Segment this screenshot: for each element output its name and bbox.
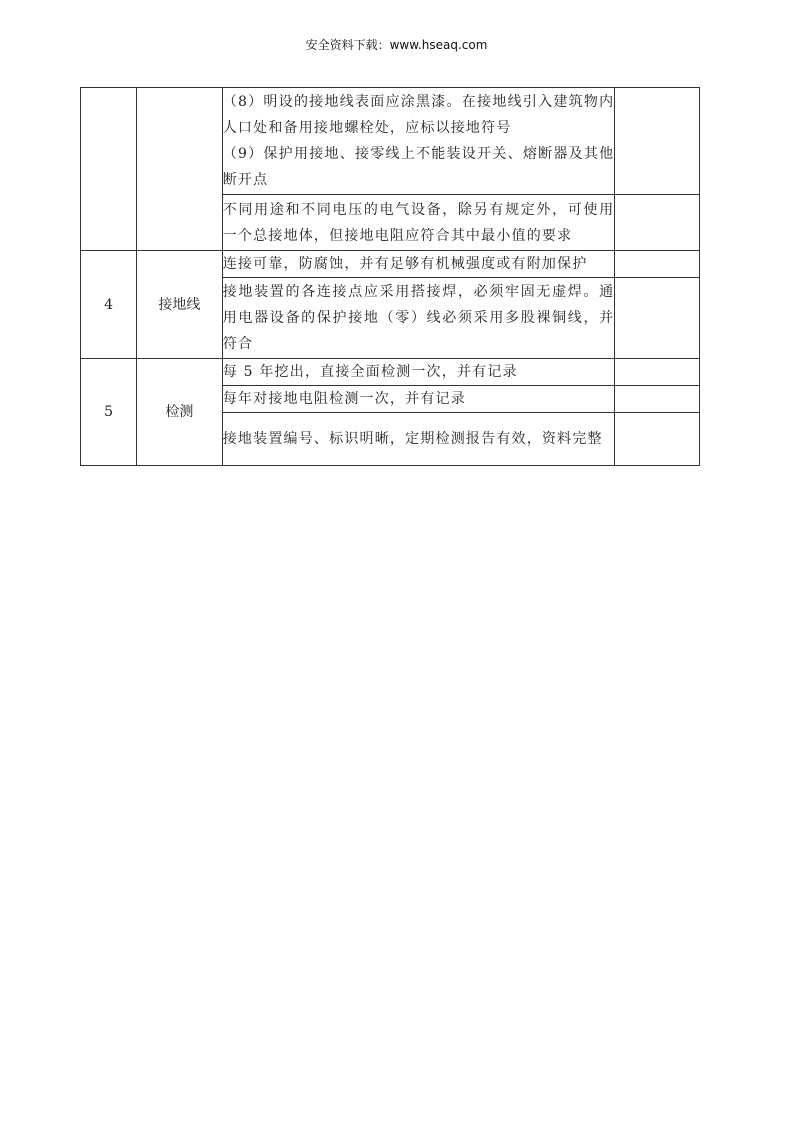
requirement-cell [222,88,615,195]
result-cell[interactable] [615,195,700,251]
table-row [81,251,700,278]
result-cell[interactable] [615,359,700,386]
requirement-text: 接地装置编号、标识明晰，定期检测报告有效，资料完整 [222,431,603,447]
inspection-table [80,87,700,466]
requirement-text: （8）明设的接地线表面应涂黑漆。在接地线引入建筑物内人口处和备用接地螺栓处，应标以接地符号 （9）保护用接地、接零线上不能装设开关、熔断器及其他断开点 [222,94,615,188]
page-header: 安全资料下载：www.hseaq.com [305,38,488,52]
requirement-text: 每 5 年挖出，直接全面检测一次，并有记录 [222,364,518,380]
row-item-cell: 接地线 [137,251,223,359]
requirement-text: 连接可靠，防腐蚀，并有足够有机械强度或有附加保护 [222,256,588,272]
result-cell[interactable] [615,88,700,195]
row-item-cell: 检测 [137,359,223,466]
requirement-cell [222,278,615,359]
result-cell[interactable] [615,413,700,466]
row-item-cell [137,88,223,251]
row-number-cell [81,88,137,251]
requirement-text: 不同用途和不同电压的电气设备，除另有规定外，可使用一个总接地体，但接地电阻应符合其中最小值的要求 [222,201,615,244]
row-number-cell: 4 [81,251,137,359]
table-row [81,88,700,195]
requirement-text: 接地装置的各连接点应采用搭接焊，必须牢固无虚焊。通用电器设备的保护接地（零）线必须采用多股裸铜线，并符合 [222,284,615,352]
table-row [81,359,700,386]
result-cell[interactable] [615,386,700,413]
row-number-cell: 5 [81,359,137,466]
requirement-cell [222,386,615,413]
requirement-cell [222,251,615,278]
requirement-text: 每年对接地电阻检测一次，并有记录 [222,391,466,407]
requirement-cell [222,195,615,251]
result-cell[interactable] [615,278,700,359]
requirement-cell [222,359,615,386]
result-cell[interactable] [615,251,700,278]
requirement-cell [222,413,615,466]
